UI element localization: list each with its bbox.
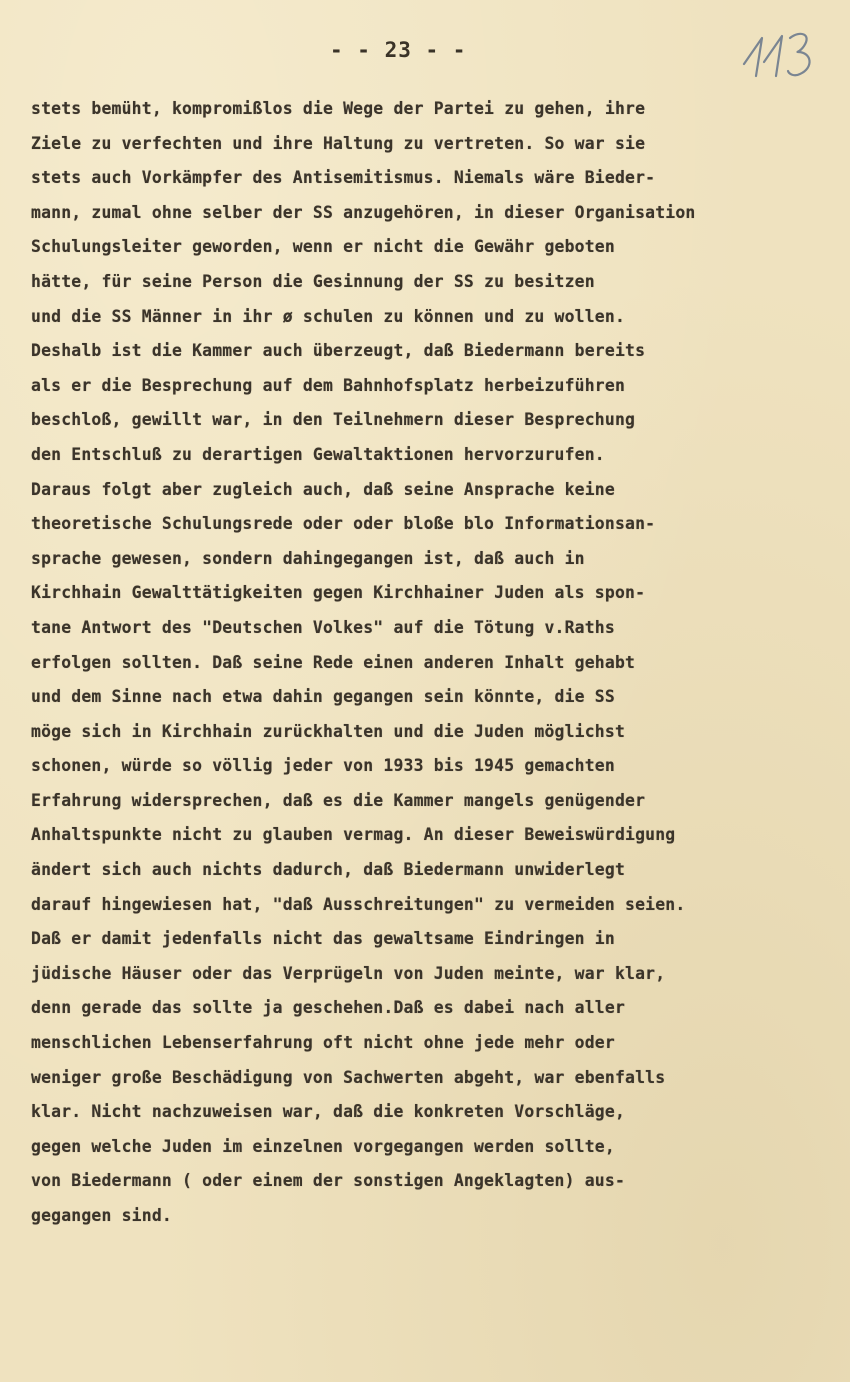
text-line: Daß er damit jedenfalls nicht das gewaltsame Eindringen in bbox=[31, 929, 615, 949]
text-line: als er die Besprechung auf dem Bahnhofsplatz herbeizuführen bbox=[31, 375, 626, 395]
text-line: Ziele zu verfechten und ihre Haltung zu vertreten. So war sie bbox=[31, 133, 646, 153]
page-number: - - 23 - - bbox=[330, 38, 467, 62]
text-line: darauf hingewiesen hat, "daß Ausschreitungen" zu vermeiden seien. bbox=[31, 894, 686, 914]
text-line: stets auch Vorkämpfer des Antisemitismus. Niemals wäre Bieder- bbox=[31, 168, 656, 188]
text-line: theoretische Schulungsrede oder oder bloße blo Informationsan- bbox=[31, 514, 656, 534]
text-line: Schulungsleiter geworden, wenn er nicht die Gewähr geboten bbox=[31, 237, 615, 257]
text-line: erfolgen sollten. Daß seine Rede einen anderen Inhalt gehabt bbox=[31, 652, 636, 672]
text-line: Daraus folgt aber zugleich auch, daß seine Ansprache keine bbox=[31, 479, 615, 499]
archive-number bbox=[742, 20, 822, 80]
text-line: sprache gewesen, sondern dahingegangen ist, daß auch in bbox=[31, 548, 585, 568]
text-line: beschloß, gewillt war, in den Teilnehmern dieser Besprechung bbox=[31, 410, 636, 430]
text-line: Deshalb ist die Kammer auch überzeugt, daß Biedermann bereits bbox=[31, 341, 646, 361]
text-line: möge sich in Kirchhain zurückhalten und die Juden möglichst bbox=[31, 721, 626, 741]
text-line: hätte, für seine Person die Gesinnung der SS zu besitzen bbox=[31, 271, 595, 291]
text-line: mann, zumal ohne selber der SS anzugehören, in dieser Organisation bbox=[31, 202, 696, 222]
text-line: den Entschluß zu derartigen Gewaltaktionen hervorzurufen. bbox=[31, 444, 605, 464]
text-line: von Biedermann ( oder einem der sonstigen Angeklagten) aus- bbox=[31, 1171, 626, 1191]
text-line: klar. Nicht nachzuweisen war, daß die konkreten Vorschläge, bbox=[31, 1102, 626, 1122]
text-line: weniger große Beschädigung von Sachwerten abgeht, war ebenfalls bbox=[31, 1067, 666, 1087]
text-line: Kirchhain Gewalttätigkeiten gegen Kirchhainer Juden als spon- bbox=[31, 583, 646, 603]
text-line: menschlichen Lebenserfahrung oft nicht ohne jede mehr oder bbox=[31, 1033, 615, 1053]
text-line: gegangen sind. bbox=[31, 1206, 172, 1225]
text-line: schonen, würde so völlig jeder von 1933 bis 1945 gemachten bbox=[31, 756, 615, 776]
body-text bbox=[31, 92, 831, 1234]
text-line: Anhaltspunkte nicht zu glauben vermag. An dieser Beweiswürdigung bbox=[31, 825, 676, 845]
text-line: jüdische Häuser oder das Verprügeln von Juden meinte, war klar, bbox=[31, 963, 666, 983]
text-line: tane Antwort des "Deutschen Volkes" auf die Tötung v.Raths bbox=[31, 617, 615, 637]
handwritten-archive-number bbox=[742, 20, 822, 80]
text-line: stets bemüht, kompromißlos die Wege der Partei zu gehen, ihre bbox=[31, 99, 646, 118]
text-line: und dem Sinne nach etwa dahin gegangen sein könnte, die SS bbox=[31, 687, 615, 707]
text-line: denn gerade das sollte ja geschehen.Daß es dabei nach aller bbox=[31, 998, 626, 1018]
text-line: und die SS Männer in ihr ø schulen zu können und zu wollen. bbox=[31, 306, 626, 326]
text-line: ändert sich auch nichts dadurch, daß Biedermann unwiderlegt bbox=[31, 860, 626, 880]
text-line: gegen welche Juden im einzelnen vorgegangen werden sollte, bbox=[31, 1136, 615, 1156]
text-line: Erfahrung widersprechen, daß es die Kammer mangels genügender bbox=[31, 790, 646, 810]
